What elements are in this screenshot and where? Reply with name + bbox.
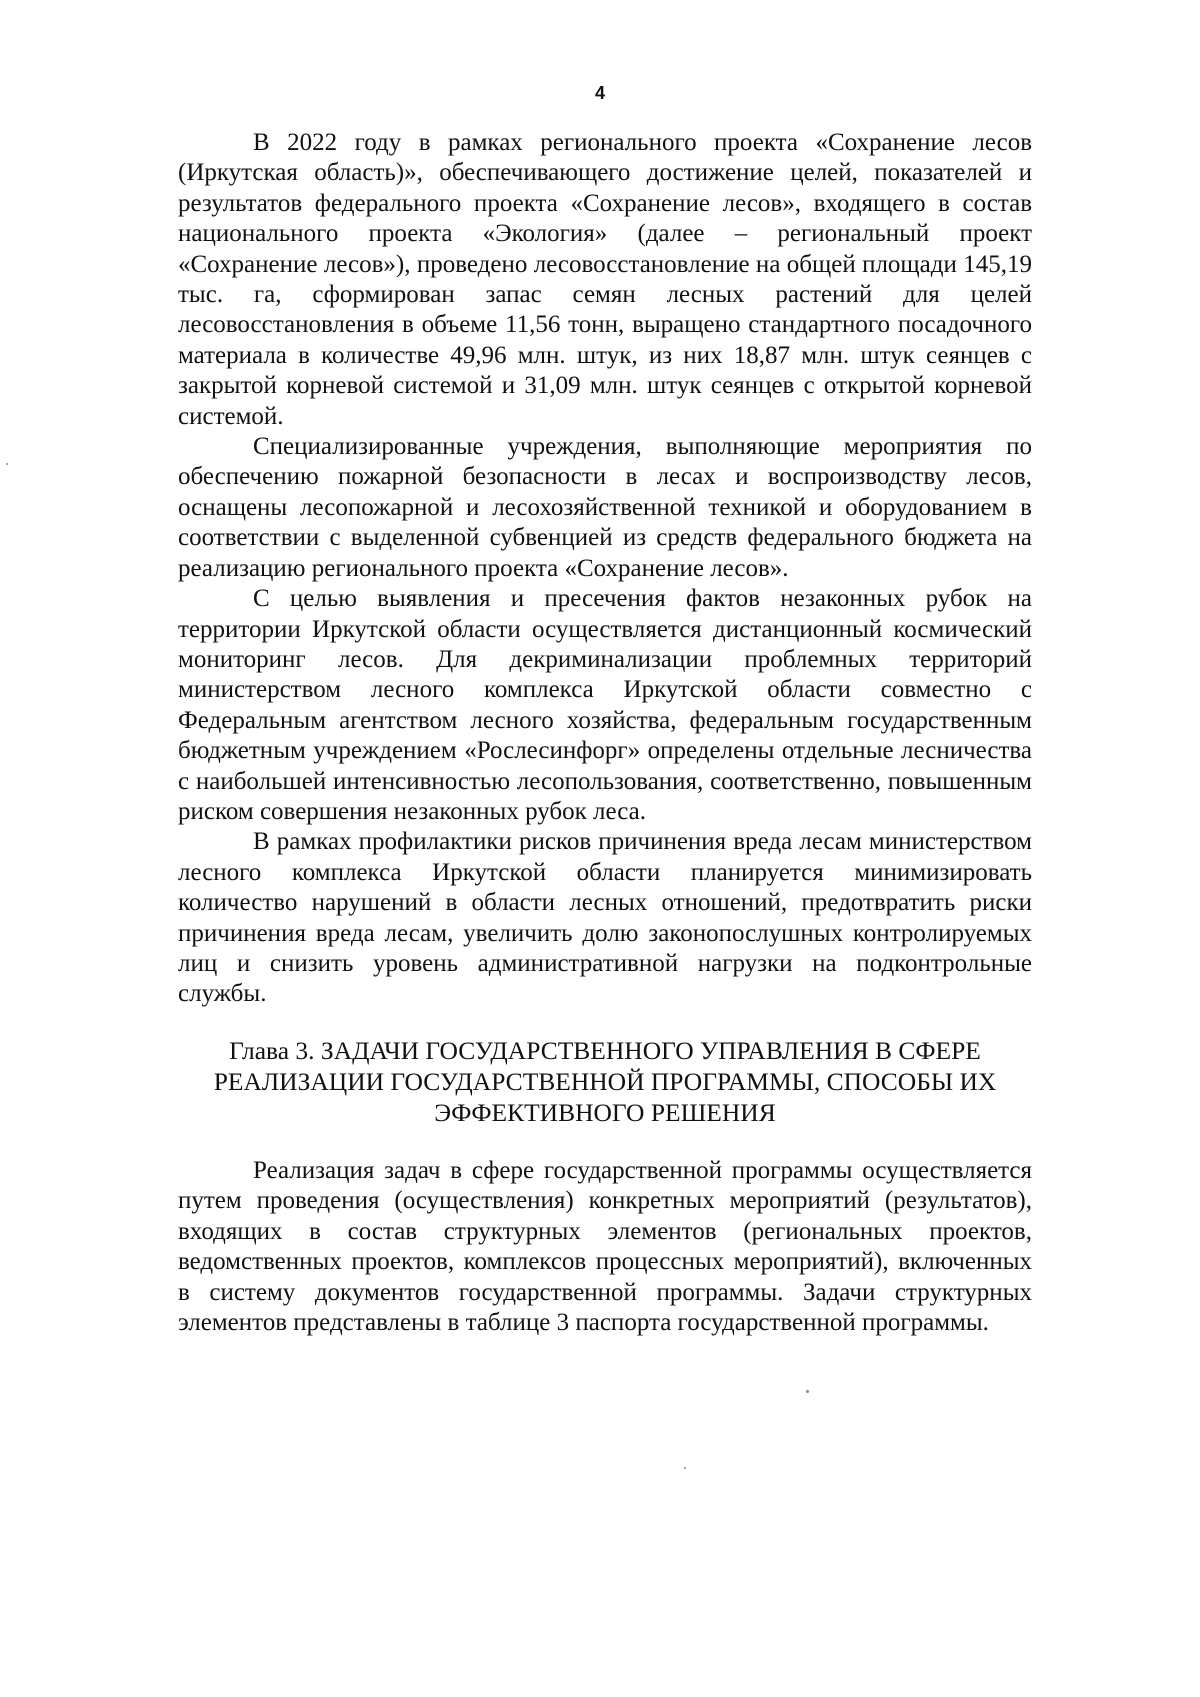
section-2-continuation: [178, 128, 1032, 1010]
paragraph-risk-prevention: В рамках профилактики рисков причинения вреда лесам министерством лесного комплекса Иркутской области планируется минимизировать количество нарушений в области лесных отношений, предотвратить риски причинения вреда лесам, увеличить долю законопослушных контролируемых лиц и снизить уровень административной нагрузки на подконтрольные службы.: [178, 828, 1032, 1008]
page-number: 4: [594, 83, 605, 103]
scan-speck: [684, 1467, 686, 1469]
chapter-heading-line: РЕАЛИЗАЦИИ ГОСУДАРСТВЕННОЙ ПРОГРАММЫ, СПОСОБЫ ИХ: [213, 1067, 997, 1096]
scan-speck: [806, 1390, 809, 1393]
paragraph-reforestation-results: В 2022 году в рамках регионального проекта «Сохранение лесов (Иркутская область)», обеспечивающего достижение целей, показателей и результатов федерального проекта «Сохранение лесов», входящего в состав национального проекта «Экология» (далее – региональный проект «Сохранение лесов»), проведено лесовосстановление на общей площади 145,19 тыс. га, сформирован запас семян лесных растений для целей лесовосстановления в объеме 11,56 тонн, выращено стандартного посадочного материала в количестве 49,96 млн. штук, из них 18,87 млн. штук сеянцев с закрытой корневой системой и 31,09 млн. штук сеянцев с открытой корневой системой.: [178, 129, 1032, 430]
paragraph-specialized-institutions: Специализированные учреждения, выполняющие мероприятия по обеспечению пожарной безопасности в лесах и воспроизводству лесов, оснащены лесопожарной и лесохозяйственной техникой и оборудованием в соответствии с выделенной субвенцией из средств федерального бюджета на реализацию регионального проекта «Сохранение лесов».: [178, 433, 1032, 582]
chapter-heading-line: ЭФФЕКТИВНОГО РЕШЕНИЯ: [434, 1098, 776, 1127]
scan-speck: [6, 463, 8, 465]
chapter-heading-line: Глава 3. ЗАДАЧИ ГОСУДАРСТВЕННОГО УПРАВЛЕНИЯ В СФЕРЕ: [229, 1036, 981, 1065]
paragraph-program-tasks: Реализация задач в сфере государственной программы осуществляется путем проведения (осуществления) конкретных мероприятий (результатов), входящих в состав структурных элементов (региональных проектов, ведомственных проектов, комплексов процессных мероприятий), включенных в систему документов государственной программы. Задачи структурных элементов представлены в таблице 3 паспорта государственной программы.: [178, 1157, 1032, 1337]
chapter-3-body: [178, 1156, 1032, 1338]
paragraph-illegal-logging-monitoring: С целью выявления и пресечения фактов незаконных рубок на территории Иркутской области осуществляется дистанционный космический мониторинг лесов. Для декриминализации проблемных территорий министерством лесного комплекса Иркутской области совместно с Федеральным агентством лесного хозяйства, федеральным государственным бюджетным учреждением «Рослесинфорг» определены отдельные лесничества с наибольшей интенсивностью лесопользования, соответственно, повышенным риском совершения незаконных рубок леса.: [178, 585, 1032, 825]
chapter-3-heading: [178, 1035, 1032, 1128]
